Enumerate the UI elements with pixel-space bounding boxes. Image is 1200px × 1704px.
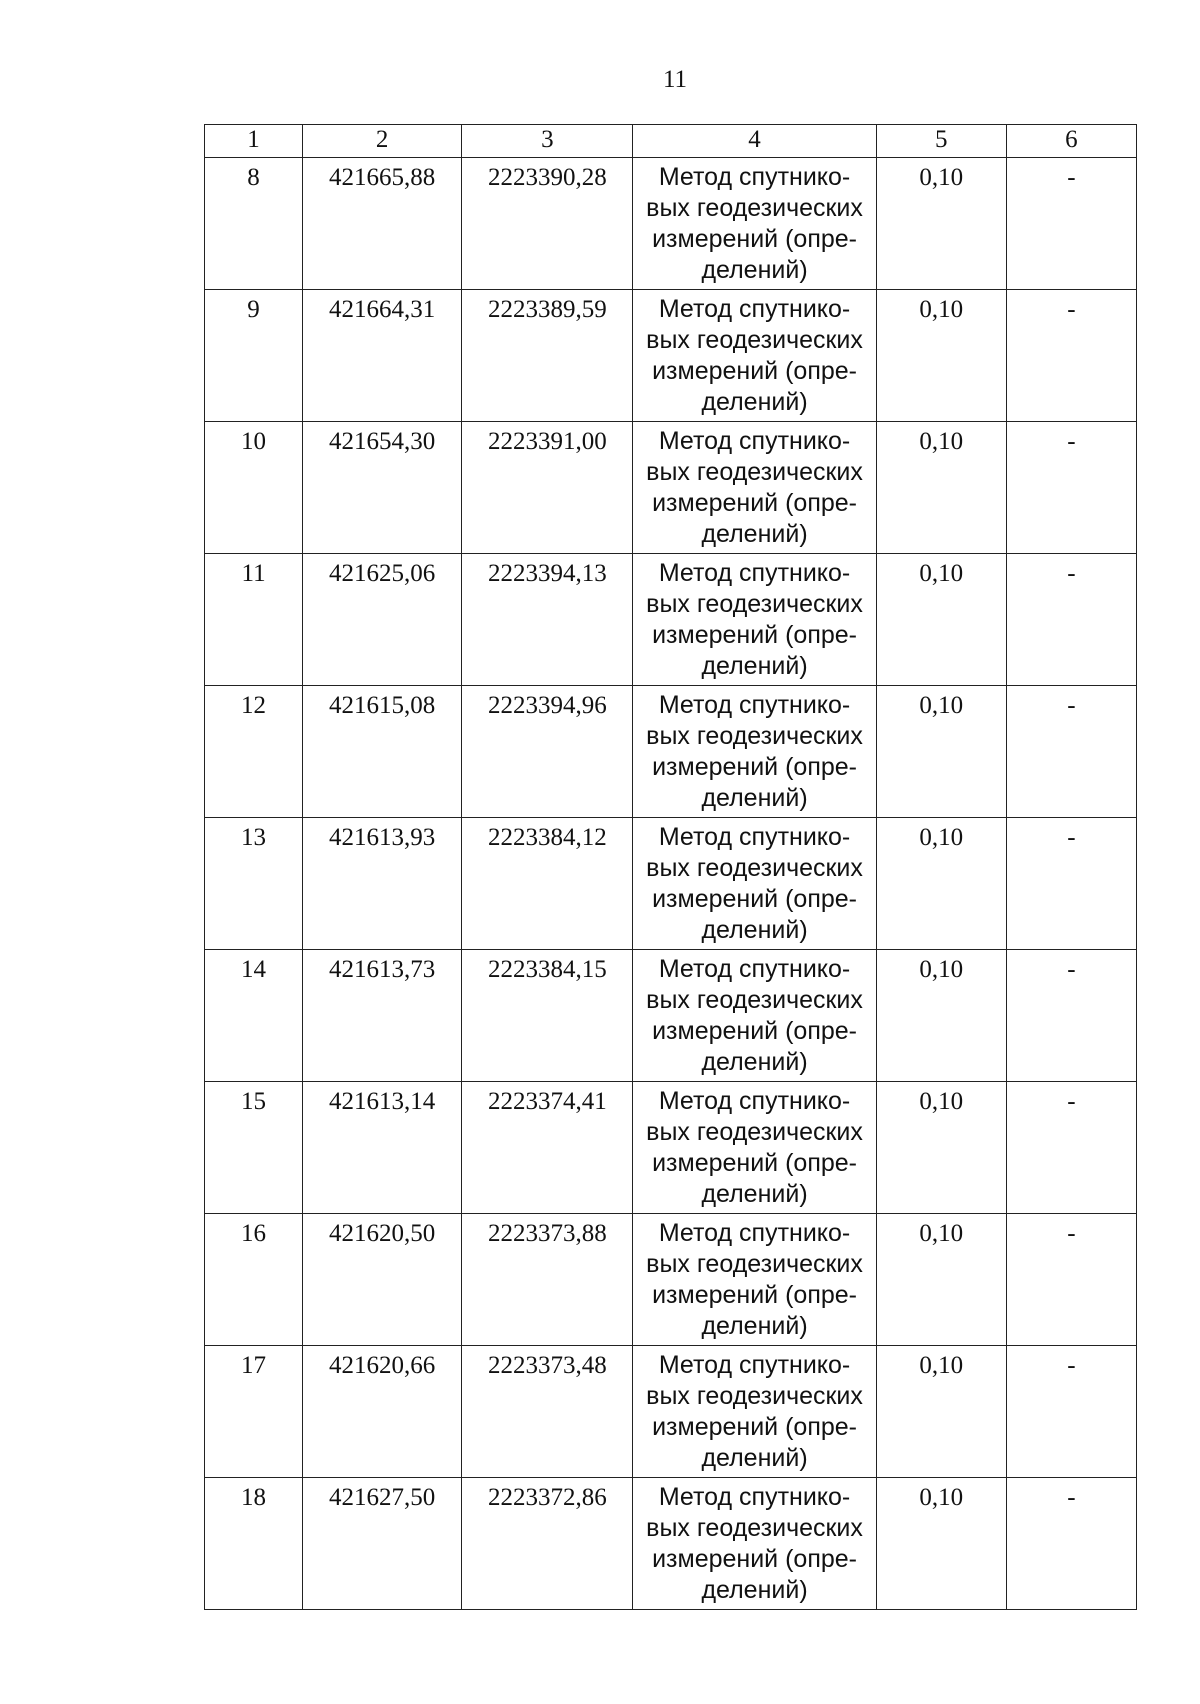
y-coordinate-cell: 2223394,96	[462, 686, 633, 818]
table-row	[205, 554, 1137, 686]
x-coordinate-cell: 421627,50	[303, 1478, 462, 1610]
table-row	[205, 422, 1137, 554]
method-cell	[633, 290, 876, 422]
column-header-2: 2	[303, 125, 462, 158]
method-cell	[633, 818, 876, 950]
table-body	[205, 158, 1137, 1610]
method-line: Метод спутнико-	[658, 559, 851, 587]
table-row	[205, 1082, 1137, 1214]
column-header-5: 5	[876, 125, 1006, 158]
method-line: вых геодезических	[646, 590, 863, 618]
column-header-4: 4	[633, 125, 876, 158]
table-row	[205, 158, 1137, 290]
method-line: измерений (опре-	[652, 1413, 857, 1441]
x-coordinate-cell: 421613,73	[303, 950, 462, 1082]
point-number-cell: 10	[205, 422, 303, 554]
method-cell	[633, 1478, 876, 1610]
x-coordinate-cell: 421654,30	[303, 422, 462, 554]
method-line: измерений (опре-	[652, 357, 857, 385]
method-cell	[633, 1214, 876, 1346]
method-line: измерений (опре-	[652, 225, 857, 253]
method-line: измерений (опре-	[652, 489, 857, 517]
point-number-cell: 13	[205, 818, 303, 950]
method-line: измерений (опре-	[652, 1149, 857, 1177]
method-line: делений)	[701, 1180, 808, 1208]
method-line: делений)	[701, 520, 808, 548]
point-number-cell: 15	[205, 1082, 303, 1214]
point-number-cell: 9	[205, 290, 303, 422]
method-cell	[633, 158, 876, 290]
method-line: измерений (опре-	[652, 1545, 857, 1573]
accuracy-cell: 0,10	[876, 1082, 1006, 1214]
coordinates-table	[204, 124, 1137, 1610]
note-cell: -	[1006, 818, 1136, 950]
method-line: Метод спутнико-	[658, 1351, 851, 1379]
method-cell	[633, 422, 876, 554]
method-line: делений)	[701, 1312, 808, 1340]
note-cell: -	[1006, 950, 1136, 1082]
accuracy-cell: 0,10	[876, 554, 1006, 686]
method-cell	[633, 1082, 876, 1214]
method-line: вых геодезических	[646, 722, 863, 750]
method-line: Метод спутнико-	[658, 295, 851, 323]
accuracy-cell: 0,10	[876, 158, 1006, 290]
note-cell: -	[1006, 554, 1136, 686]
x-coordinate-cell: 421615,08	[303, 686, 462, 818]
method-line: вых геодезических	[646, 1250, 863, 1278]
method-cell	[633, 554, 876, 686]
method-line: вых геодезических	[646, 458, 863, 486]
method-line: Метод спутнико-	[658, 1087, 851, 1115]
note-cell: -	[1006, 1214, 1136, 1346]
page-number: 11	[662, 66, 688, 93]
x-coordinate-cell: 421625,06	[303, 554, 462, 686]
y-coordinate-cell: 2223373,48	[462, 1346, 633, 1478]
method-line: вых геодезических	[646, 986, 863, 1014]
x-coordinate-cell: 421665,88	[303, 158, 462, 290]
method-line: делений)	[701, 256, 808, 284]
method-cell	[633, 950, 876, 1082]
accuracy-cell: 0,10	[876, 950, 1006, 1082]
method-line: Метод спутнико-	[658, 955, 851, 983]
point-number-cell: 14	[205, 950, 303, 1082]
column-header-1: 1	[205, 125, 303, 158]
y-coordinate-cell: 2223374,41	[462, 1082, 633, 1214]
method-line: Метод спутнико-	[658, 163, 851, 191]
x-coordinate-cell: 421620,50	[303, 1214, 462, 1346]
accuracy-cell: 0,10	[876, 422, 1006, 554]
table-row	[205, 1214, 1137, 1346]
method-cell	[633, 1346, 876, 1478]
method-line: делений)	[701, 1444, 808, 1472]
y-coordinate-cell: 2223391,00	[462, 422, 633, 554]
y-coordinate-cell: 2223390,28	[462, 158, 633, 290]
table-row	[205, 686, 1137, 818]
point-number-cell: 18	[205, 1478, 303, 1610]
note-cell: -	[1006, 422, 1136, 554]
accuracy-cell: 0,10	[876, 686, 1006, 818]
point-number-cell: 17	[205, 1346, 303, 1478]
method-line: делений)	[701, 1576, 808, 1604]
table-row	[205, 818, 1137, 950]
y-coordinate-cell: 2223394,13	[462, 554, 633, 686]
y-coordinate-cell: 2223372,86	[462, 1478, 633, 1610]
method-line: вых геодезических	[646, 1382, 863, 1410]
column-header-6: 6	[1006, 125, 1136, 158]
x-coordinate-cell: 421620,66	[303, 1346, 462, 1478]
method-line: Метод спутнико-	[658, 691, 851, 719]
table-header-row	[205, 125, 1137, 158]
method-line: делений)	[701, 916, 808, 944]
note-cell: -	[1006, 1478, 1136, 1610]
method-line: измерений (опре-	[652, 753, 857, 781]
method-line: вых геодезических	[646, 1514, 863, 1542]
method-line: измерений (опре-	[652, 1017, 857, 1045]
method-line: Метод спутнико-	[658, 1483, 851, 1511]
note-cell: -	[1006, 158, 1136, 290]
method-line: Метод спутнико-	[658, 1219, 851, 1247]
method-line: вых геодезических	[646, 194, 863, 222]
point-number-cell: 11	[205, 554, 303, 686]
point-number-cell: 12	[205, 686, 303, 818]
method-line: измерений (опре-	[652, 885, 857, 913]
column-header-3: 3	[462, 125, 633, 158]
method-line: делений)	[701, 784, 808, 812]
note-cell: -	[1006, 686, 1136, 818]
method-line: вых геодезических	[646, 326, 863, 354]
method-line: измерений (опре-	[652, 621, 857, 649]
y-coordinate-cell: 2223384,15	[462, 950, 633, 1082]
accuracy-cell: 0,10	[876, 1478, 1006, 1610]
y-coordinate-cell: 2223373,88	[462, 1214, 633, 1346]
table-row	[205, 1346, 1137, 1478]
method-line: измерений (опре-	[652, 1281, 857, 1309]
method-line: делений)	[701, 652, 808, 680]
method-line: вых геодезических	[646, 854, 863, 882]
y-coordinate-cell: 2223384,12	[462, 818, 633, 950]
note-cell: -	[1006, 1082, 1136, 1214]
method-line: Метод спутнико-	[658, 427, 851, 455]
table-row	[205, 950, 1137, 1082]
accuracy-cell: 0,10	[876, 290, 1006, 422]
method-line: делений)	[701, 1048, 808, 1076]
x-coordinate-cell: 421613,14	[303, 1082, 462, 1214]
note-cell: -	[1006, 1346, 1136, 1478]
accuracy-cell: 0,10	[876, 818, 1006, 950]
y-coordinate-cell: 2223389,59	[462, 290, 633, 422]
accuracy-cell: 0,10	[876, 1214, 1006, 1346]
method-line: делений)	[701, 388, 808, 416]
table-row	[205, 290, 1137, 422]
method-cell	[633, 686, 876, 818]
note-cell: -	[1006, 290, 1136, 422]
accuracy-cell: 0,10	[876, 1346, 1006, 1478]
table-row	[205, 1478, 1137, 1610]
method-line: Метод спутнико-	[658, 823, 851, 851]
method-line: вых геодезических	[646, 1118, 863, 1146]
x-coordinate-cell: 421613,93	[303, 818, 462, 950]
point-number-cell: 8	[205, 158, 303, 290]
x-coordinate-cell: 421664,31	[303, 290, 462, 422]
point-number-cell: 16	[205, 1214, 303, 1346]
